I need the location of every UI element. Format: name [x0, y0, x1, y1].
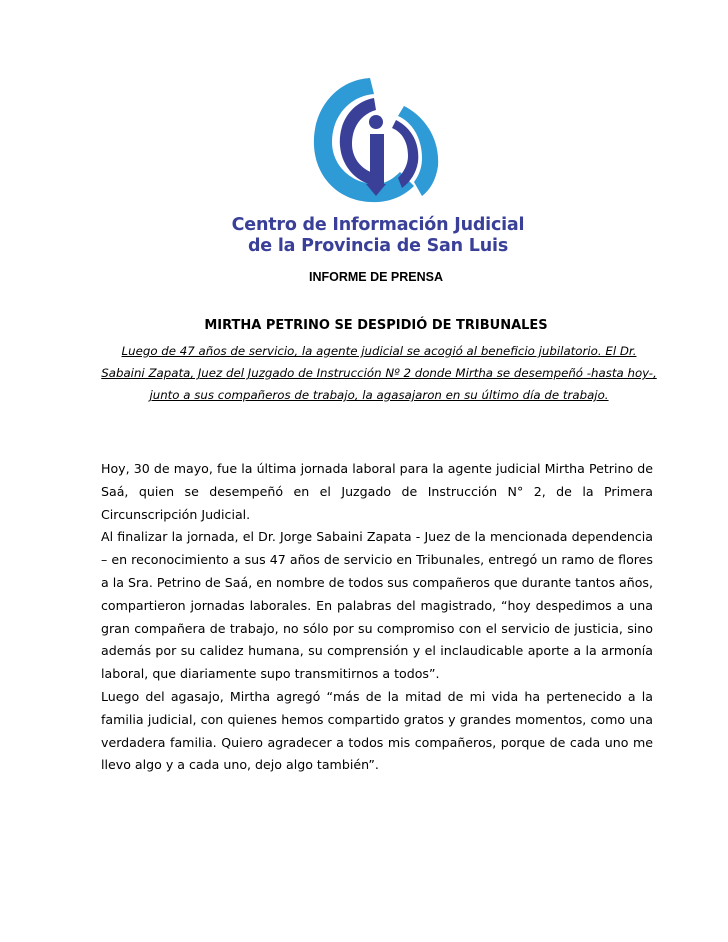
report-label: INFORME DE PRENSA [308, 270, 444, 284]
article-subhead: Luego de 47 años de servicio, la agente judicial se acogió al beneficio jubilatorio. El Dr. Sabaini Zapata, Juez del Juzgado de Instrucción Nº 2 donde Mirtha se desempeñó -hasta hoy-, junto a sus compañeros de trabajo, la agasajaron en su último día de trabajo. [101, 344, 657, 402]
article-paragraph: Al finalizar la jornada, el Dr. Jorge Sabaini Zapata - Juez de la mencionada dependencia – en reconocimiento a sus 47 años de servicio en Tribunales, entregó un ramo de flores a la Sra. Petrino de Saá, en nombre de todos sus compañeros que durante tantos años, compartieron jornadas laborales. En palabras del magistrado, “hoy despedimos a una gran compañera de trabajo, no sólo por su compromiso con el servicio de justicia, sino además por su calidez humana, su comprensión y el inclaudicable aporte a la armonía laboral, que diariamente supo transmitirnos a todos”. [101, 529, 653, 682]
org-name-line2: de la Provincia de San Luis [247, 236, 509, 256]
cij-logo-icon [308, 76, 448, 206]
article-paragraph: Luego del agasajo, Mirtha agregó “más de la mitad de mi vida ha pertenecido a la familia judicial, con quienes hemos compartido gratos y grandes momentos, como una verdadera familia. Quiero agradecer a todos mis compañeros, porque de cada uno me llevo algo y a cada uno, dejo algo también”. [101, 688, 653, 773]
article-headline: MIRTHA PETRINO SE DESPIDIÓ DE TRIBUNALES [204, 318, 548, 333]
article-paragraph: Hoy, 30 de mayo, fue la última jornada laboral para la agente judicial Mirtha Petrino de Saá, quien se desempeñó en el Juzgado de Instrucción N° 2, de la Primera Circunscripción Judicial. [101, 461, 653, 522]
org-name-line1: Centro de Información Judicial [231, 215, 525, 235]
article-body [101, 458, 653, 777]
